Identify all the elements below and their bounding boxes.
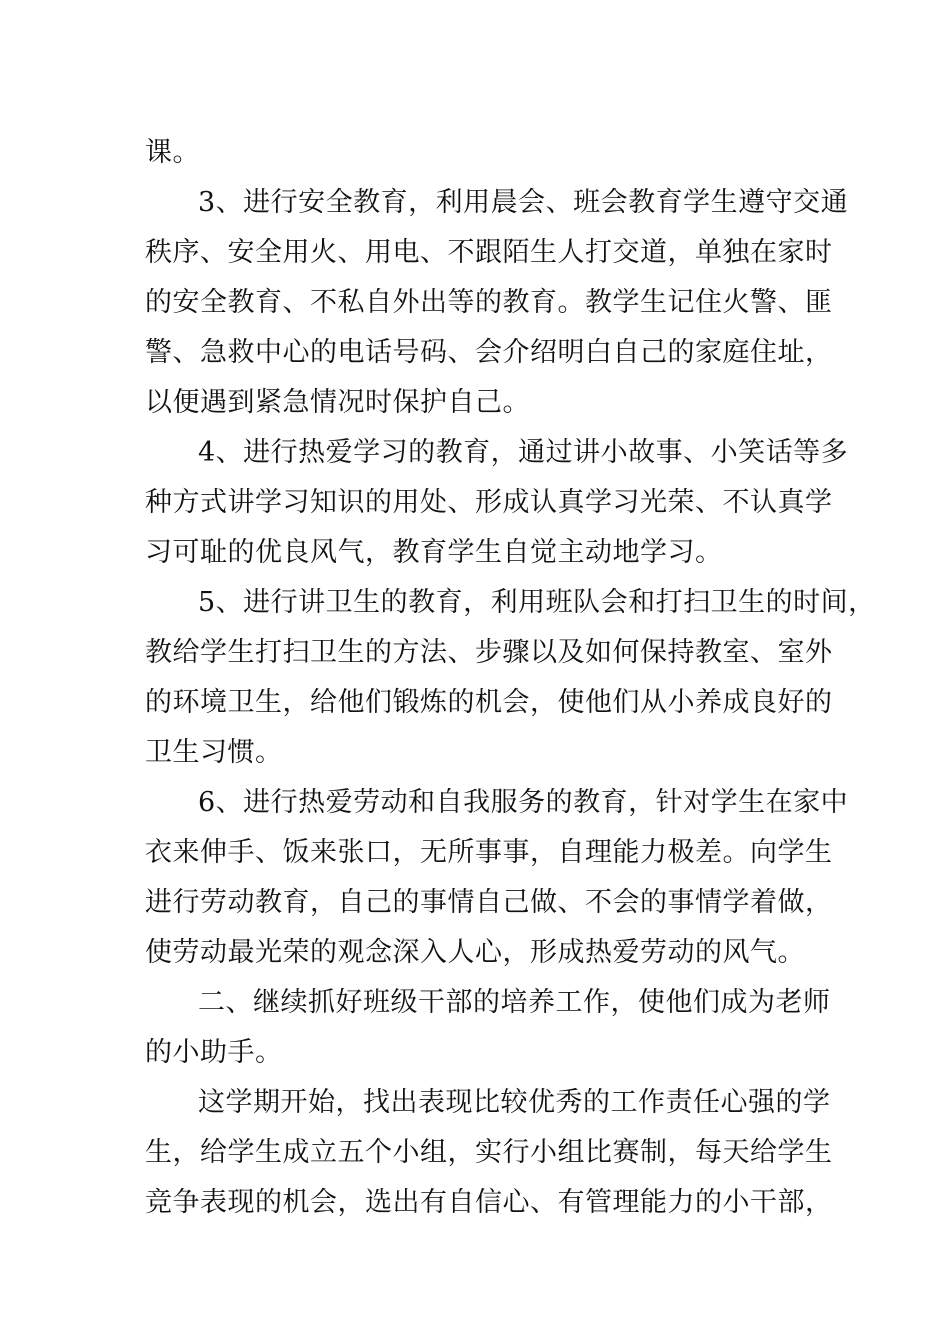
text-line: 进行劳动教育，自己的事情自己做、不会的事情学着做， xyxy=(145,887,833,918)
text-line: 二、继续抓好班级干部的培养工作，使他们成为老师 xyxy=(198,987,831,1018)
text-line: 的小助手。 xyxy=(145,1037,283,1068)
text-line: 种方式讲学习知识的用处、形成认真学习光荣、不认真学 xyxy=(145,487,833,518)
text-line: 这学期开始，找出表现比较优秀的工作责任心强的学 xyxy=(198,1087,831,1118)
text-line: 习可耻的优良风气，教育学生自觉主动地学习。 xyxy=(145,537,723,568)
text-line: 4、进行热爱学习的教育，通过讲小故事、小笑话等多 xyxy=(198,437,849,468)
text-line: 竞争表现的机会，选出有自信心、有管理能力的小干部， xyxy=(145,1187,833,1218)
text-line: 5、进行讲卫生的教育，利用班队会和打扫卫生的时间， xyxy=(198,587,876,618)
text-line: 使劳动最光荣的观念深入人心，形成热爱劳动的风气。 xyxy=(145,937,805,968)
text-line: 卫生习惯。 xyxy=(145,737,283,768)
text-line: 生，给学生成立五个小组，实行小组比赛制，每天给学生 xyxy=(145,1137,833,1168)
text-line: 教给学生打扫卫生的方法、步骤以及如何保持教室、室外 xyxy=(145,637,833,668)
text-line: 的环境卫生，给他们锻炼的机会，使他们从小养成良好的 xyxy=(145,687,833,718)
text-line: 秩序、安全用火、用电、不跟陌生人打交道，单独在家时 xyxy=(145,237,833,268)
text-line: 3、进行安全教育，利用晨会、班会教育学生遵守交通 xyxy=(198,187,849,218)
text-line: 衣来伸手、饭来张口，无所事事，自理能力极差。向学生 xyxy=(145,837,833,868)
text-line: 警、急救中心的电话号码、会介绍明白自己的家庭住址， xyxy=(145,337,833,368)
text-line: 的安全教育、不私自外出等的教育。教学生记住火警、匪 xyxy=(145,287,833,318)
text-line: 课。 xyxy=(145,137,200,168)
text-line: 6、进行热爱劳动和自我服务的教育，针对学生在家中 xyxy=(198,787,849,818)
text-line: 以便遇到紧急情况时保护自己。 xyxy=(145,387,530,418)
